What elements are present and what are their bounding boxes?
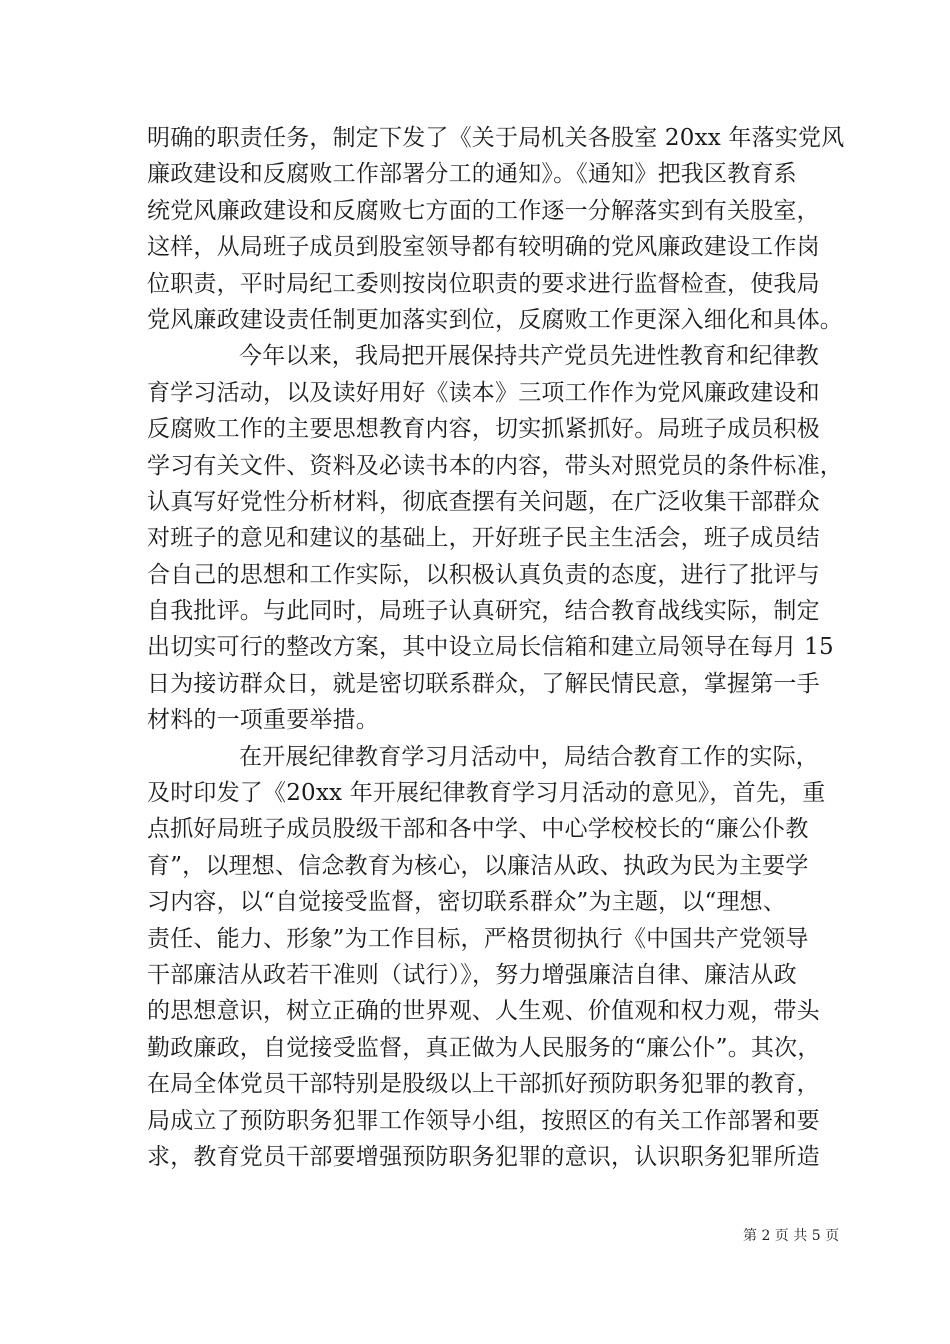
text-line: 对班子的意见和建议的基础上，开好班子民主生活会，班子成员结 xyxy=(147,525,820,552)
paragraph-first-line: 今年以来，我局把开展保持共产党员先进性教育和纪律教 xyxy=(239,343,819,370)
text-line: 育学习活动，以及读好用好《读本》三项工作作为党风廉政建设和 xyxy=(147,379,820,406)
text-line: 勤政廉政，自觉接受监督，真正做为人民服务的“廉公仆”。其次， xyxy=(147,1034,821,1061)
text-line: 合自己的思想和工作实际，以积极认真负责的态度，进行了批评与 xyxy=(147,561,820,588)
text-line: 反腐败工作的主要思想教育内容，切实抓紧抓好。局班子成员积极 xyxy=(147,416,820,443)
page-number: 第 2 页 共 5 页 xyxy=(743,1228,840,1244)
text-line: 这样，从局班子成员到股室领导都有较明确的党风廉政建设工作岗 xyxy=(147,234,820,261)
text-line: 学习有关文件、资料及必读书本的内容，带头对照党员的条件标准， xyxy=(147,452,843,479)
text-line: 廉政建设和反腐败工作部署分工的通知》。《通知》把我区教育系 xyxy=(147,161,797,188)
paragraph-first-line: 在开展纪律教育学习月活动中，局结合教育工作的实际， xyxy=(239,743,819,770)
text-line: 在局全体党员干部特别是股级以上干部抓好预防职务犯罪的教育， xyxy=(147,1071,820,1098)
text-line: 求，教育党员干部要增强预防职务犯罪的意识，认识职务犯罪所造 xyxy=(147,1143,820,1170)
text-line: 材料的一项重要举措。 xyxy=(147,707,379,734)
text-line: 的思想意识，树立正确的世界观、人生观、价值观和权力观，带头 xyxy=(147,998,820,1025)
text-line: 责任、能力、形象”为工作目标，严格贯彻执行《中国共产党领导 xyxy=(147,925,809,952)
text-line: 位职责，平时局纪工委则按岗位职责的要求进行监督检查，使我局 xyxy=(147,270,820,297)
text-line: 局成立了预防职务犯罪工作领导小组，按照区的有关工作部署和要 xyxy=(147,1107,820,1134)
document-body xyxy=(147,120,845,1175)
text-line: 点抓好局班子成员股级干部和各中学、中心学校校长的“廉公仆教 xyxy=(147,816,809,843)
text-line: 干部廉洁从政若干准则（试行）》，努力增强廉洁自律、廉洁从政 xyxy=(147,961,797,988)
text-line: 育”，以理想、信念教育为核心，以廉洁从政、执政为民为主要学 xyxy=(147,852,809,879)
text-line: 日为接访群众日，就是密切联系群众，了解民情民意，掌握第一手 xyxy=(147,670,820,697)
text-line: 自我批评。与此同时，局班子认真研究，结合教育战线实际，制定 xyxy=(147,598,820,625)
text-line: 统党风廉政建设和反腐败七方面的工作逐一分解落实到有关股室， xyxy=(147,197,820,224)
text-line: 明确的职责任务，制定下发了《关于局机关各股室 20xx 年落实党风 xyxy=(147,125,845,151)
text-line: 认真写好党性分析材料，彻底查摆有关问题，在广泛收集干部群众 xyxy=(147,488,820,515)
text-line: 习内容，以“自觉接受监督，密切联系群众”为主题，以“理想、 xyxy=(147,889,787,916)
text-line: 党风廉政建设责任制更加落实到位，反腐败工作更深入细化和具体。 xyxy=(147,306,843,333)
text-line: 出切实可行的整改方案，其中设立局长信箱和建立局领导在每月 15 xyxy=(147,634,834,661)
text-line: 及时印发了《20xx 年开展纪律教育学习月活动的意见》，首先，重 xyxy=(147,780,826,807)
